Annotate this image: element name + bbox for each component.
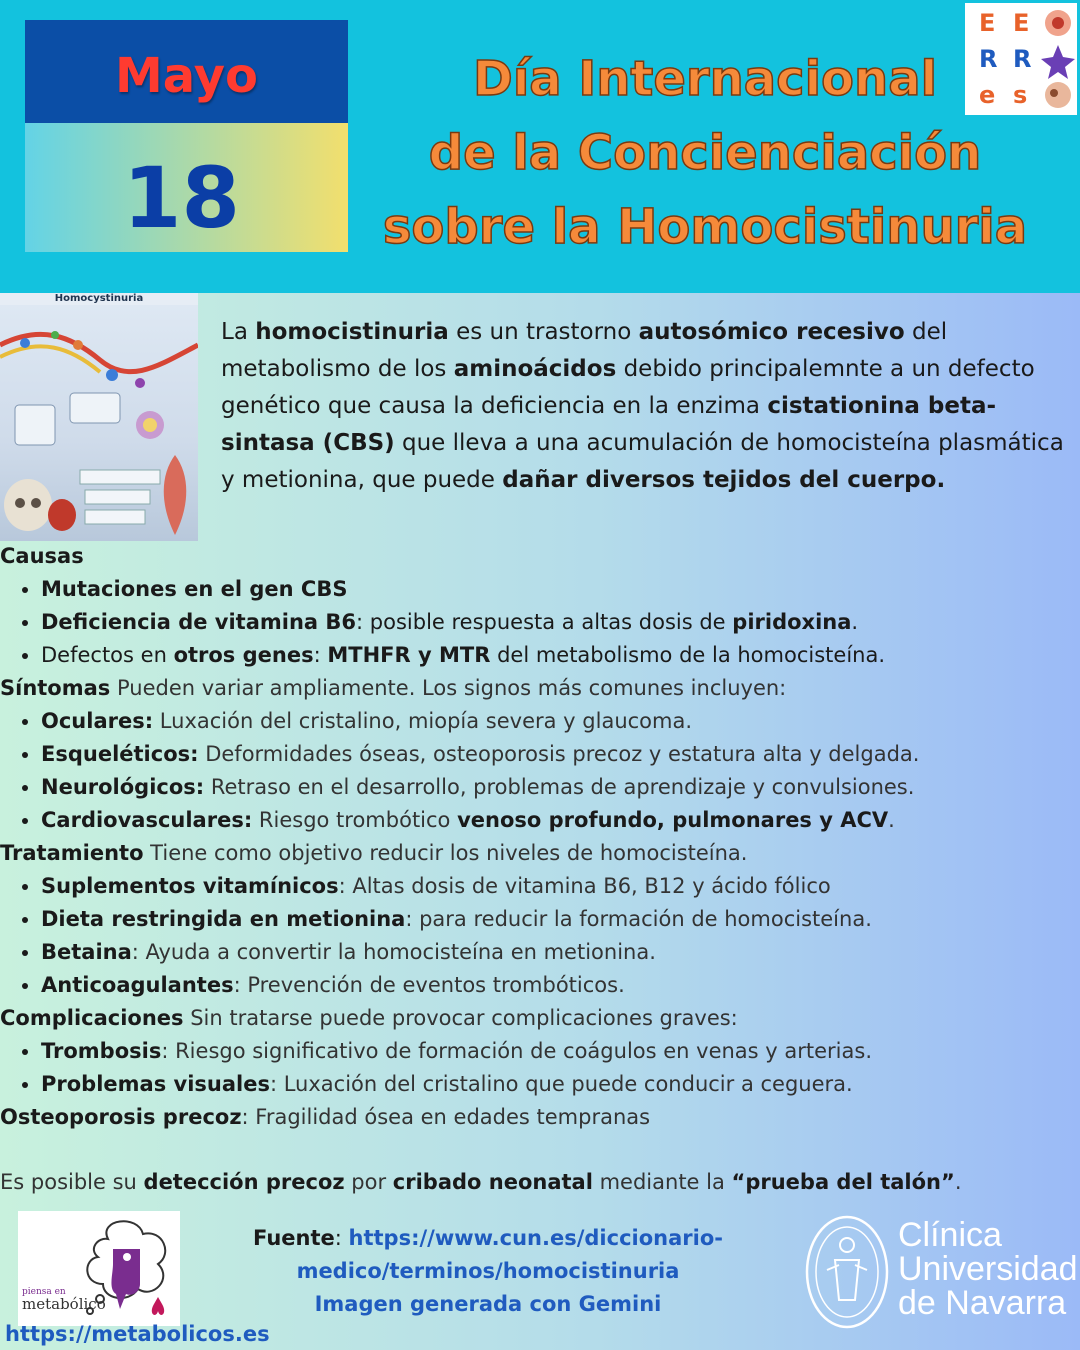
list-item bbox=[41, 870, 1070, 903]
list-item bbox=[41, 1035, 1070, 1068]
sintomas-intro: Pueden variar ampliamente. Los signos más comunes incluyen: bbox=[110, 676, 787, 700]
osteoporosis-line bbox=[0, 1101, 1070, 1134]
causa-1: Mutaciones en el gen CBS bbox=[41, 577, 348, 601]
date-month: Mayo bbox=[115, 48, 258, 104]
section-complicaciones bbox=[0, 1002, 1070, 1134]
list-item bbox=[41, 573, 1070, 606]
title-line-1: Día Internacional bbox=[472, 51, 938, 107]
piensa-en-metabolico-logo bbox=[18, 1211, 180, 1326]
content-sections bbox=[0, 540, 1070, 1134]
causa-3-text-3: del metabolismo de la homocisteína. bbox=[490, 643, 886, 667]
sintoma-1-text: Luxación del cristalino, miopía severa y glaucoma. bbox=[153, 709, 693, 733]
title-line-3: sobre la Homocistinuria bbox=[382, 199, 1028, 255]
intro-bold-2: autosómico recesivo bbox=[638, 319, 905, 345]
tratamiento-intro: Tiene como objetivo reducir los niveles de homocisteína. bbox=[143, 841, 748, 865]
list-item bbox=[41, 738, 1070, 771]
list-item bbox=[41, 639, 1070, 672]
intro-text-1: La bbox=[221, 319, 256, 345]
sintoma-4-text-2: . bbox=[888, 808, 895, 832]
intro-paragraph bbox=[221, 314, 1066, 499]
tratamiento-2-text: : para reducir la formación de homocisteína. bbox=[405, 907, 872, 931]
causa-3-text-2: : bbox=[313, 643, 328, 667]
metab-logo-line-1: piensa en bbox=[22, 1287, 66, 1297]
erres-logo bbox=[965, 3, 1077, 115]
complicaciones-intro-line bbox=[0, 1002, 1070, 1035]
intro-bold-1: homocistinuria bbox=[255, 319, 449, 345]
sintoma-2-bold: Esqueléticos: bbox=[41, 742, 199, 766]
intro-text-4: debido principalemnte a un defecto genético que causa la deficiencia en la enzima bbox=[221, 356, 1035, 419]
logo-letter-e3: e bbox=[979, 81, 996, 109]
intro-text-3: del metabolismo de los bbox=[221, 319, 948, 382]
causa-2-text: : posible respuesta a altas dosis de bbox=[356, 610, 733, 634]
heading-tratamiento: Tratamiento bbox=[0, 841, 144, 865]
sintoma-4-bold-2: venoso profundo, pulmonares y ACV bbox=[457, 808, 889, 832]
section-tratamiento bbox=[0, 837, 1070, 1002]
sintoma-1-bold: Oculares: bbox=[41, 709, 154, 733]
header-banner bbox=[0, 0, 1080, 293]
date-day: 18 bbox=[123, 149, 240, 247]
clinica-universidad-navarra-logo bbox=[805, 1213, 1078, 1331]
sintoma-4-text: Riesgo trombótico bbox=[252, 808, 458, 832]
source-link[interactable]: https://www.cun.es/diccionario-medico/terminos/homocistinuria bbox=[296, 1226, 723, 1283]
logo-letter-r2: R bbox=[1013, 45, 1032, 73]
detection-text-4: . bbox=[954, 1170, 962, 1194]
logo-letter-r1: R bbox=[979, 45, 998, 73]
causa-2-bold: Deficiencia de vitamina B6 bbox=[41, 610, 357, 634]
intro-bold-3: aminoácidos bbox=[453, 356, 617, 382]
tratamiento-intro-line bbox=[0, 837, 1070, 870]
cun-line-1: Clínica bbox=[898, 1216, 1002, 1254]
logo-letter-e2: E bbox=[1013, 9, 1030, 37]
intro-bold-5: dañar diversos tejidos del cuerpo. bbox=[502, 467, 946, 493]
detection-text-1: Es posible su bbox=[0, 1170, 144, 1194]
cun-name bbox=[898, 1218, 1078, 1320]
causa-2-text-2: . bbox=[851, 610, 859, 634]
metabolic-pathway-icon bbox=[0, 305, 198, 541]
complicacion-1-bold: Trombosis bbox=[41, 1039, 162, 1063]
tratamiento-4-text: : Prevención de eventos trombóticos. bbox=[233, 973, 625, 997]
source-block bbox=[238, 1222, 738, 1321]
complicaciones-intro: Sin tratarse puede provocar complicaciones graves: bbox=[183, 1006, 738, 1030]
image-note: Imagen generada con Gemini bbox=[314, 1292, 662, 1316]
list-sintomas bbox=[0, 705, 1070, 837]
cun-line-2: Universidad bbox=[898, 1250, 1078, 1288]
illustration-title: Homocystinuria bbox=[0, 293, 198, 305]
heading-complicaciones: Complicaciones bbox=[0, 1006, 184, 1030]
intro-text-5: que lleva a una acumulación de homocisteína plasmática y metionina, que puede bbox=[221, 430, 1064, 493]
heading-causas: Causas bbox=[0, 544, 84, 568]
list-item bbox=[41, 936, 1070, 969]
list-item bbox=[41, 1068, 1070, 1101]
logo-illustrations-icon bbox=[1041, 7, 1075, 111]
tratamiento-2-bold: Dieta restringida en metionina bbox=[41, 907, 406, 931]
detection-note bbox=[0, 1166, 1075, 1199]
heading-sintomas: Síntomas bbox=[0, 676, 111, 700]
section-causas bbox=[0, 540, 1070, 672]
title-line-2: de la Concienciación bbox=[428, 125, 982, 181]
intro-text-2: es un trastorno bbox=[448, 319, 639, 345]
sintoma-3-bold: Neurológicos: bbox=[41, 775, 205, 799]
logo-letter-s: s bbox=[1013, 81, 1028, 109]
logo-letter-e1: E bbox=[979, 9, 996, 37]
sintoma-2-text: Deformidades óseas, osteoporosis precoz y estatura alta y delgada. bbox=[198, 742, 920, 766]
metab-logo-line-2: metabólico bbox=[22, 1295, 106, 1313]
detection-bold-3: “prueba del talón” bbox=[731, 1170, 955, 1194]
detection-bold-2: cribado neonatal bbox=[392, 1170, 593, 1194]
sintoma-3-text: Retraso en el desarrollo, problemas de aprendizaje y convulsiones. bbox=[204, 775, 915, 799]
complicacion-1-text: : Riesgo significativo de formación de coágulos en venas y arterias. bbox=[161, 1039, 873, 1063]
list-causas bbox=[0, 573, 1070, 672]
complicacion-2-text: : Luxación del cristalino que puede conducir a ceguera. bbox=[269, 1072, 853, 1096]
sintomas-intro-line bbox=[0, 672, 1070, 705]
causa-3-bold-2: MTHFR y MTR bbox=[327, 643, 491, 667]
tratamiento-3-bold: Betaina bbox=[41, 940, 132, 964]
metabolicos-link[interactable]: https://metabolicos.es bbox=[5, 1322, 270, 1346]
list-item bbox=[41, 969, 1070, 1002]
tratamiento-1-bold: Suplementos vitamínicos bbox=[41, 874, 339, 898]
university-seal-icon bbox=[805, 1215, 889, 1329]
source-label: Fuente bbox=[253, 1226, 335, 1250]
list-item bbox=[41, 903, 1070, 936]
list-complicaciones bbox=[0, 1035, 1070, 1101]
detection-text-2: por bbox=[344, 1170, 393, 1194]
source-separator: : bbox=[334, 1226, 349, 1250]
tratamiento-4-bold: Anticoagulantes bbox=[41, 973, 234, 997]
sintoma-4-bold: Cardiovasculares: bbox=[41, 808, 253, 832]
causa-3-bold: otros genes bbox=[173, 643, 314, 667]
tratamiento-1-text: : Altas dosis de vitamina B6, B12 y ácido fólico bbox=[338, 874, 831, 898]
detection-text-3: mediante la bbox=[592, 1170, 732, 1194]
section-sintomas bbox=[0, 672, 1070, 837]
list-item bbox=[41, 705, 1070, 738]
list-tratamiento bbox=[0, 870, 1070, 1002]
page-title bbox=[360, 42, 1050, 264]
cun-line-3: de Navarra bbox=[898, 1284, 1067, 1322]
intro-bold-4: cistationina beta-sintasa (CBS) bbox=[221, 393, 997, 456]
detection-bold-1: detección precoz bbox=[143, 1170, 345, 1194]
list-item bbox=[41, 804, 1070, 837]
tratamiento-3-text: : Ayuda a convertir la homocisteína en metionina. bbox=[131, 940, 656, 964]
homocystinuria-illustration bbox=[0, 293, 198, 541]
causa-3-text: Defectos en bbox=[41, 643, 174, 667]
date-box bbox=[25, 20, 348, 252]
list-item bbox=[41, 771, 1070, 804]
complicacion-2-bold: Problemas visuales bbox=[41, 1072, 270, 1096]
osteoporosis-bold: Osteoporosis precoz bbox=[0, 1105, 242, 1129]
causa-2-bold-2: piridoxina bbox=[732, 610, 852, 634]
osteoporosis-text: : Fragilidad ósea en edades tempranas bbox=[241, 1105, 651, 1129]
list-item bbox=[41, 606, 1070, 639]
